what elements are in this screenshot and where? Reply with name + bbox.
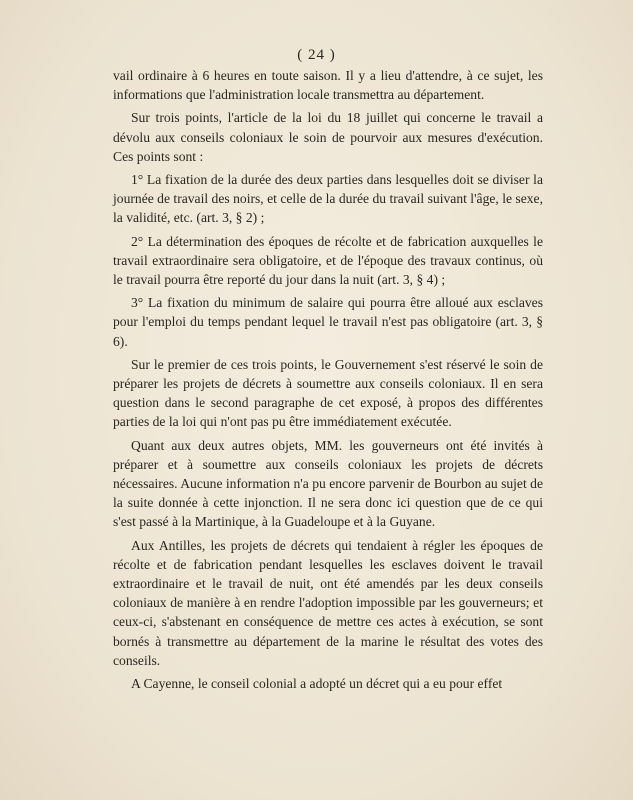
paragraph-cayenne: A Cayenne, le conseil colonial a adopté un décret qui a eu pour effet <box>131 676 503 692</box>
list-item-point-3: 3° La fixation du minimum de salaire qui pourra être alloué aux esclaves pour l'emploi du temps pendant lequel le travail n'est pas obligatoire (art. 3, § 6). <box>113 295 543 349</box>
paragraph-antilles: Aux Antilles, les projets de décrets qui tendaient à régler les époques de récolte et de fabrication pendant lesquelles les esclaves doivent le travail extraordinaire et le travail de nuit, ont été amendés par les deux conseils coloniaux de manière à en rendre l'adoption impossible par les gouverneurs; et ceux-ci, s'abstenant en conséquence de mettre ces actes à exécution, se sont bornés à transmettre au département de la marine le résultat des votes des conseils. <box>113 537 543 668</box>
paragraph-continuation: vail ordinaire à 6 heures en toute saison. Il y a lieu d'attendre, à ce sujet, les informations que l'administration locale transmettra au département. <box>113 68 543 103</box>
list-item-point-1: 1° La fixation de la durée des deux parties dans lesquelles doit se diviser la journée de travail des noirs, et celle de la durée du travail suivant l'âge, le sexe, la validité, etc. (art. 3, § 2) ; <box>113 172 543 226</box>
list-item-point-2: 2° La détermination des époques de récolte et de fabrication auxquelles le travail extraordinaire sera obligatoire, et de l'époque des travaux continus, où le travail pourra être reporté du jour dans la nuit (art. 3, § 4) ; <box>113 233 543 288</box>
page-number: ( 24 ) <box>297 47 336 63</box>
paragraph-government: Sur le premier de ces trois points, le Gouvernement s'est réservé le soin de préparer les projets de décrets à soumettre aux conseils coloniaux. Il en sera question dans le second paragraphe de cet exposé, à propos des différentes parties de la loi qui n'ont pas pu être immédiatement exécutée. <box>113 356 543 430</box>
body-text <box>113 66 543 697</box>
paragraph-governors: Quant aux deux autres objets, MM. les gouverneurs ont été invités à préparer et à soumettre aux conseils coloniaux les projets de décrets nécessaires. Aucune information n'a pu encore parvenir de Bourbon au sujet de la suite donnée à cette injonction. Il ne sera donc ici question que de ce qui s'est passé à la Martinique, à la Guadeloupe et à la Guyane. <box>113 437 543 530</box>
paragraph-intro-points: Sur trois points, l'article de la loi du 18 juillet qui concerne le travail a dévolu aux conseils coloniaux le soin de pourvoir aux mesures d'exécution. Ces points sont : <box>113 110 543 164</box>
